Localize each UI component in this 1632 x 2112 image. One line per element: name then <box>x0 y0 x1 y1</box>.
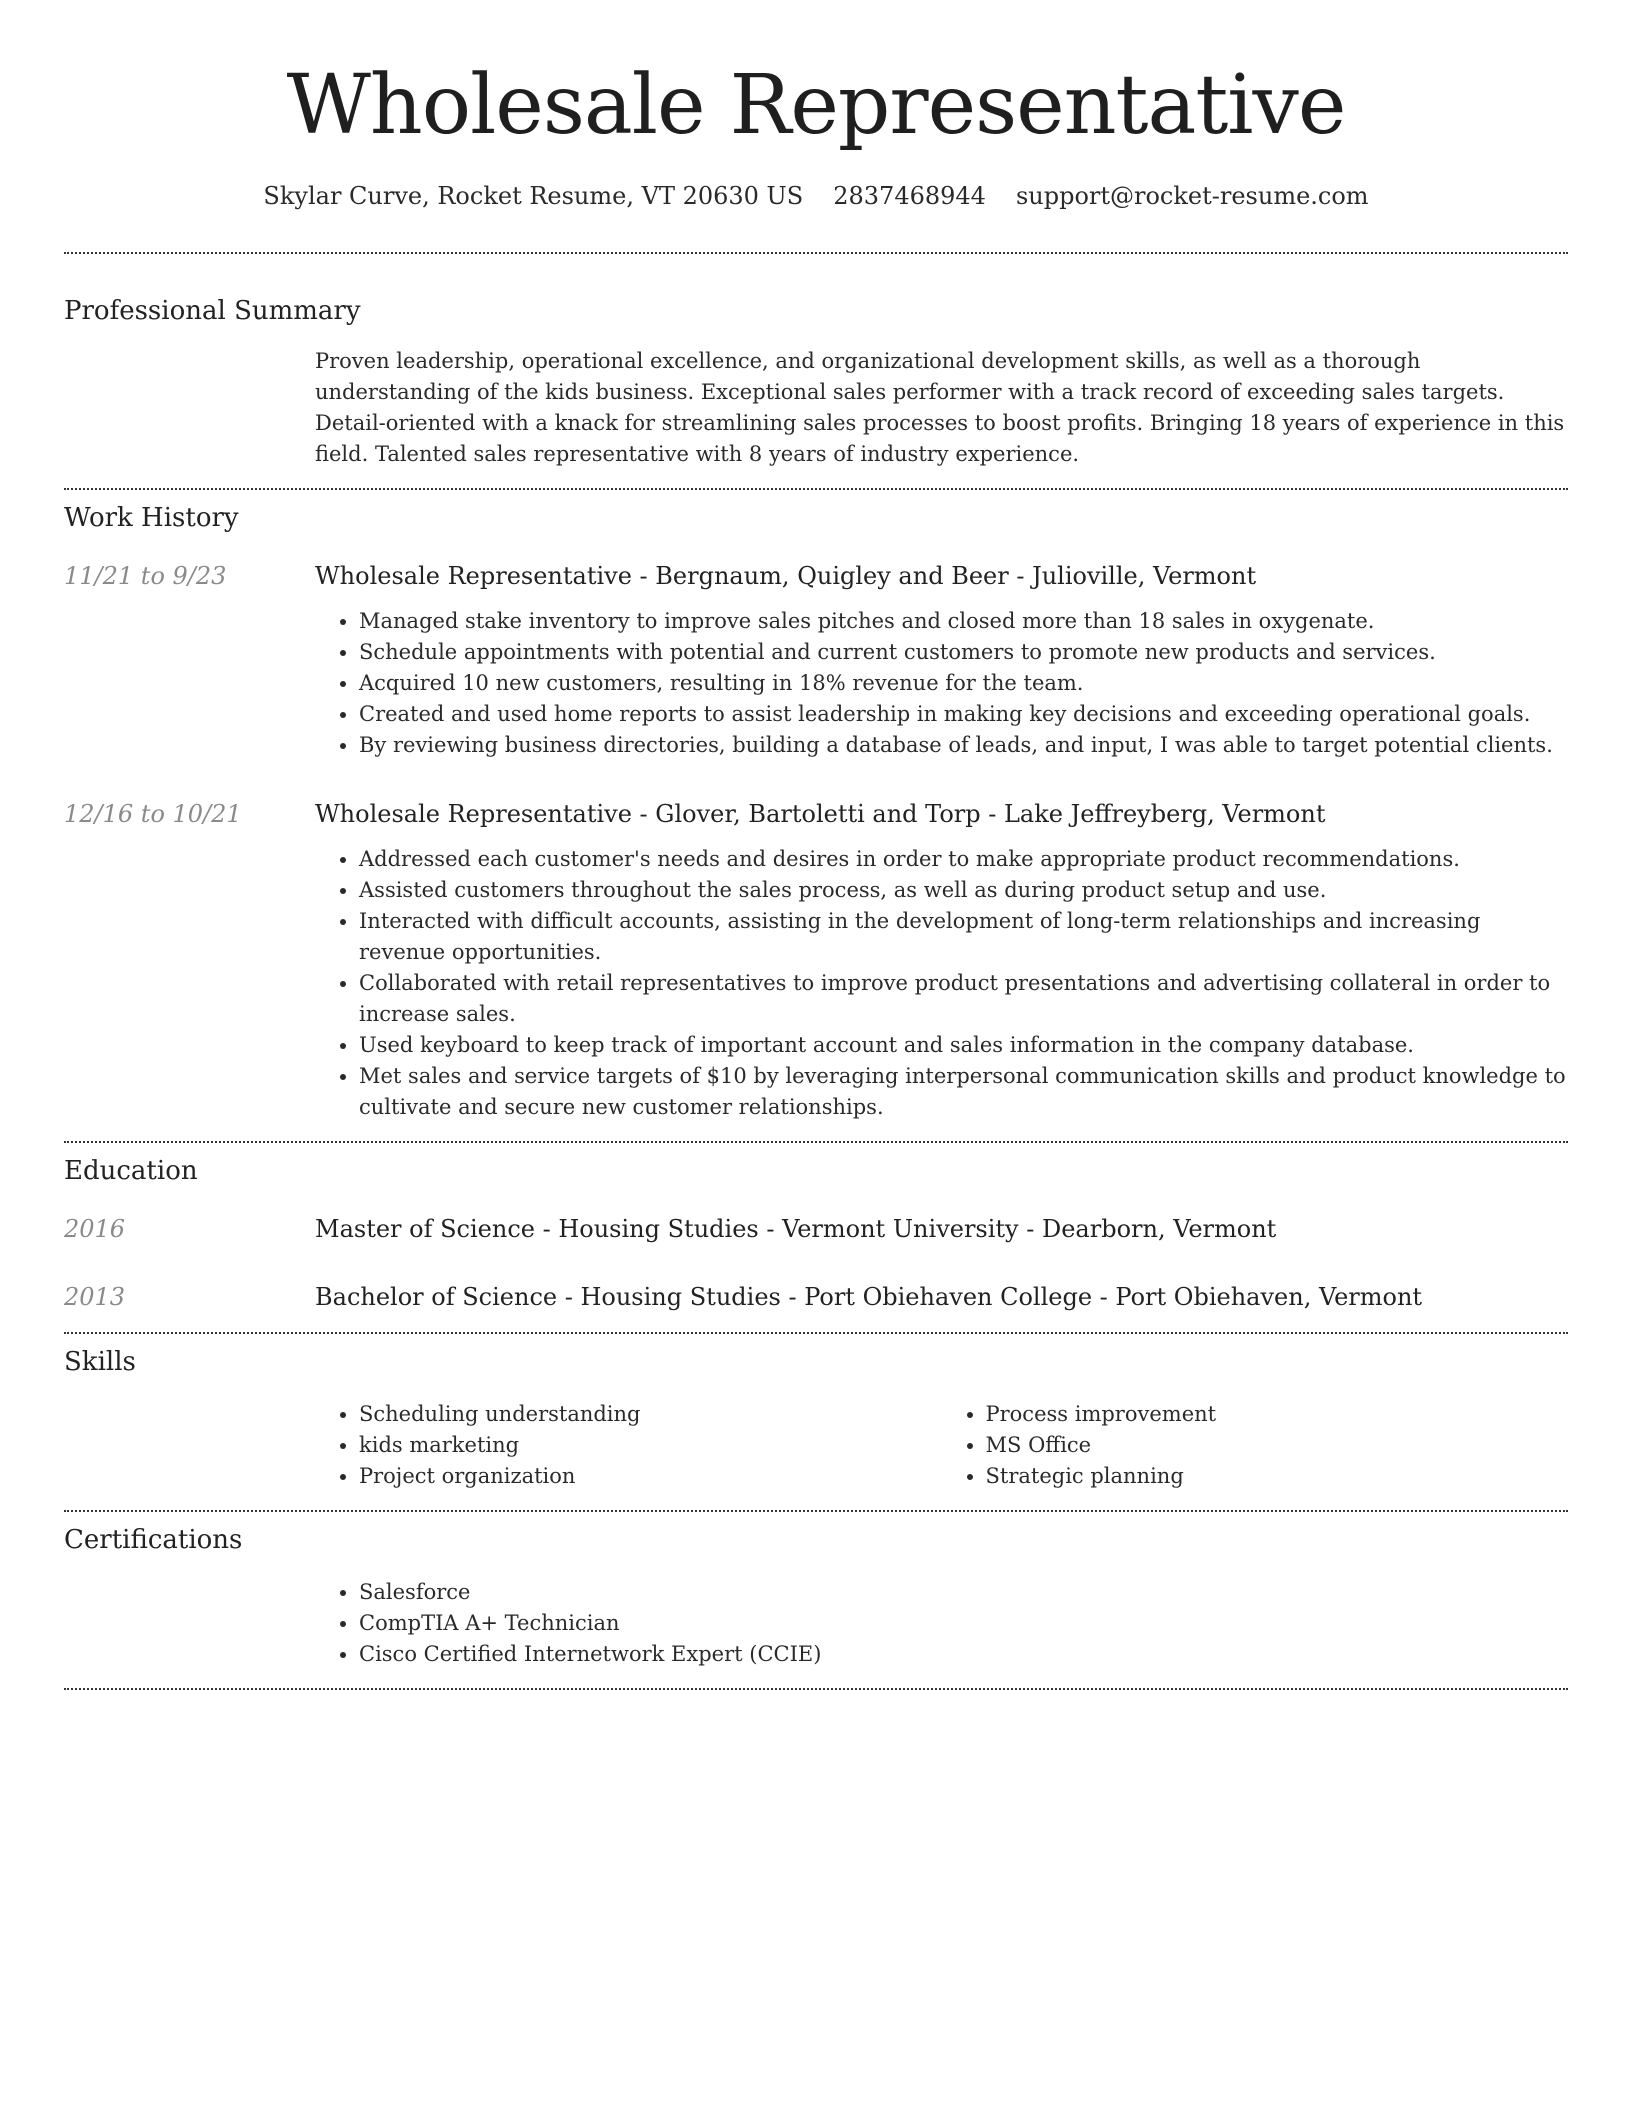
education-entry <box>64 1280 1568 1314</box>
summary-text: Proven leadership, operational excellence, and organizational development skills, as well as a thorough understanding of the kids business. Exceptional sales performer with a track record of exceeding sales targets. Detail-oriented with a knack for streamlining sales processes to boost profits. Bringing 18 years of experience in this field. Talented sales representative with 8 years of industry experience. <box>315 349 1565 466</box>
section-title-work: Work History <box>64 503 239 533</box>
divider <box>64 1332 1568 1334</box>
section-title-education: Education <box>64 1156 198 1186</box>
education-text: Master of Science - Housing Studies - Vermont University - Dearborn, Vermont <box>315 1215 1277 1243</box>
list-item: • Process improvement <box>986 1399 1569 1430</box>
education-year: 2016 <box>64 1215 126 1243</box>
job-heading: Wholesale Representative - Bergnaum, Quigley and Beer - Julioville, Vermont <box>315 562 1257 590</box>
list-item: • Interacted with difficult accounts, assisting in the development of long-term relationships and increasing revenue opportunities. <box>359 906 1568 968</box>
education-entry <box>64 1212 1568 1246</box>
skills-column-left <box>315 1399 942 1492</box>
address: Skylar Curve, Rocket Resume, VT 20630 US <box>263 182 804 210</box>
list-item: • By reviewing business directories, building a database of leads, and input, I was able to target potential clients. <box>359 730 1568 761</box>
list-item: • Strategic planning <box>986 1461 1569 1492</box>
list-item: • Created and used home reports to assist leadership in making key decisions and exceeding operational goals. <box>359 699 1568 730</box>
resume-page <box>64 0 1568 1690</box>
job-dates: 12/16 to 10/21 <box>64 800 242 828</box>
phone: 2837468944 <box>833 182 986 210</box>
skills-column-right <box>942 1399 1569 1492</box>
job-entry <box>64 559 1568 761</box>
candidate-name: Wholesale Representative <box>286 58 1346 153</box>
list-item: • Schedule appointments with potential and current customers to promote new products and services. <box>359 637 1568 668</box>
list-item: • Project organization <box>359 1461 942 1492</box>
list-item: • Cisco Certified Internetwork Expert (CCIE) <box>359 1639 1568 1670</box>
list-item: • Salesforce <box>359 1577 1568 1608</box>
section-title-skills: Skills <box>64 1347 136 1377</box>
list-item: • Used keyboard to keep track of important account and sales information in the company database. <box>359 1030 1568 1061</box>
list-item: • Assisted customers throughout the sales process, as well as during product setup and use. <box>359 875 1568 906</box>
list-item: • Addressed each customer's needs and desires in order to make appropriate product recommendations. <box>359 844 1568 875</box>
divider <box>64 488 1568 490</box>
divider <box>64 252 1568 254</box>
list-item: • Scheduling understanding <box>359 1399 942 1430</box>
job-dates: 11/21 to 9/23 <box>64 562 227 590</box>
divider <box>64 1510 1568 1512</box>
education-year: 2013 <box>64 1283 126 1311</box>
job-heading: Wholesale Representative - Glover, Bartoletti and Torp - Lake Jeffreyberg, Vermont <box>315 800 1326 828</box>
certifications-list <box>315 1577 1568 1670</box>
job-bullets <box>315 844 1568 1123</box>
section-title-certifications: Certifications <box>64 1525 243 1555</box>
list-item: • MS Office <box>986 1430 1569 1461</box>
list-item: • Managed stake inventory to improve sales pitches and closed more than 18 sales in oxygenate. <box>359 606 1568 637</box>
list-item: • Collaborated with retail representatives to improve product presentations and advertising collateral in order to increase sales. <box>359 968 1568 1030</box>
job-bullets <box>315 606 1568 761</box>
list-item: • CompTIA A+ Technician <box>359 1608 1568 1639</box>
education-text: Bachelor of Science - Housing Studies - Port Obiehaven College - Port Obiehaven, Vermont <box>315 1283 1423 1311</box>
list-item: • kids marketing <box>359 1430 942 1461</box>
contact-line <box>64 178 1568 214</box>
list-item: • Met sales and service targets of $10 by leveraging interpersonal communication skills and product knowledge to cultivate and secure new customer relationships. <box>359 1061 1568 1123</box>
divider <box>64 1688 1568 1690</box>
email: support@rocket-resume.com <box>1015 182 1369 210</box>
job-entry <box>64 797 1568 1123</box>
section-title-summary: Professional Summary <box>64 296 361 326</box>
skills-list <box>315 1399 1568 1492</box>
list-item: • Acquired 10 new customers, resulting in 18% revenue for the team. <box>359 668 1568 699</box>
divider <box>64 1141 1568 1143</box>
